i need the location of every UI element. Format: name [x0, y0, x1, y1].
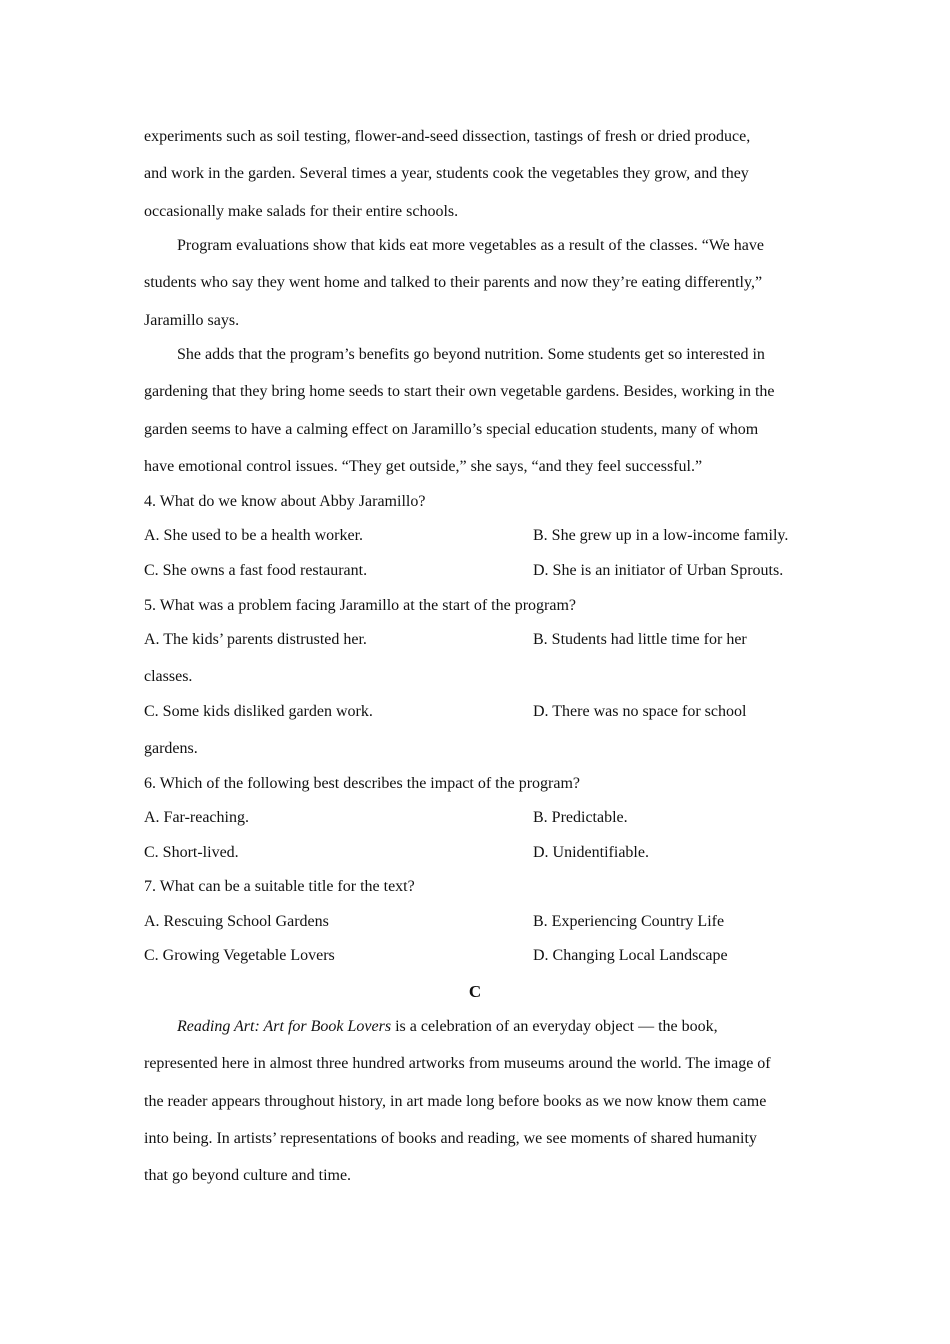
passage-b-para2-line1: Program evaluations show that kids eat more vegetables as a result of the classes. “We have — [177, 237, 764, 254]
question-6-option-a: A. Far-reaching. — [144, 809, 249, 826]
passage-b-para1-line2: and work in the garden. Several times a year, students cook the vegetables they grow, and they — [144, 165, 749, 182]
question-4-stem: 4. What do we know about Abby Jaramillo? — [144, 493, 426, 510]
passage-c-line3: the reader appears throughout history, in art made long before books as we now know them came — [144, 1093, 767, 1110]
question-7-option-a: A. Rescuing School Gardens — [144, 913, 329, 930]
book-title: Reading Art: Art for Book Lovers — [177, 1018, 392, 1035]
question-6-option-c: C. Short-lived. — [144, 844, 239, 861]
question-5-option-b-continued: classes. — [144, 668, 193, 685]
question-5-option-b: B. Students had little time for her — [533, 631, 747, 648]
question-6-stem: 6. Which of the following best describes the impact of the program? — [144, 775, 581, 792]
question-5-option-d-continued: gardens. — [144, 740, 198, 757]
passage-b-para3-line1: She adds that the program’s benefits go beyond nutrition. Some students get so interested in — [177, 346, 765, 363]
question-4-option-a: A. She used to be a health worker. — [144, 527, 364, 544]
passage-c-line5: that go beyond culture and time. — [144, 1167, 352, 1184]
question-5-stem: 5. What was a problem facing Jaramillo at the start of the program? — [144, 597, 576, 614]
question-7-option-c: C. Growing Vegetable Lovers — [144, 947, 335, 964]
passage-b-para3-line2: gardening that they bring home seeds to start their own vegetable gardens. Besides, working in the — [144, 383, 775, 400]
question-5-option-c: C. Some kids disliked garden work. — [144, 703, 373, 720]
question-4-option-d: D. She is an initiator of Urban Sprouts. — [533, 562, 784, 579]
passage-c-line1 — [144, 1017, 718, 1037]
question-6-option-b: B. Predictable. — [533, 809, 628, 826]
passage-c-line2: represented here in almost three hundred artworks from museums around the world. The image of — [144, 1055, 771, 1072]
question-6-option-d: D. Unidentifiable. — [533, 844, 649, 861]
passage-c-line1-text: is a celebration of an everyday object — the book, — [391, 1018, 718, 1035]
question-5-option-a: A. The kids’ parents distrusted her. — [144, 631, 367, 648]
question-4-option-c: C. She owns a fast food restaurant. — [144, 562, 368, 579]
question-4-option-b: B. She grew up in a low-income family. — [533, 527, 789, 544]
passage-b-para1-line3: occasionally make salads for their entire schools. — [144, 203, 459, 220]
passage-b-para3-line3: garden seems to have a calming effect on Jaramillo’s special education students, many of whom — [144, 421, 759, 438]
passage-b-para1-line1: experiments such as soil testing, flower-and-seed dissection, tastings of fresh or dried produce, — [144, 128, 751, 145]
question-5-option-d: D. There was no space for school — [533, 703, 747, 720]
question-7-option-b: B. Experiencing Country Life — [533, 913, 725, 930]
question-7-stem: 7. What can be a suitable title for the text? — [144, 878, 415, 895]
passage-b-para2-line3: Jaramillo says. — [144, 312, 240, 329]
passage-c-line4: into being. In artists’ representations of books and reading, we see moments of shared humanity — [144, 1130, 757, 1147]
passage-b-para3-line4: have emotional control issues. “They get outside,” she says, “and they feel successful.” — [144, 458, 703, 475]
section-heading-c: C — [468, 982, 482, 1001]
passage-b-para2-line2: students who say they went home and talked to their parents and now they’re eating differently,” — [144, 274, 763, 291]
question-7-option-d: D. Changing Local Landscape — [533, 947, 728, 964]
